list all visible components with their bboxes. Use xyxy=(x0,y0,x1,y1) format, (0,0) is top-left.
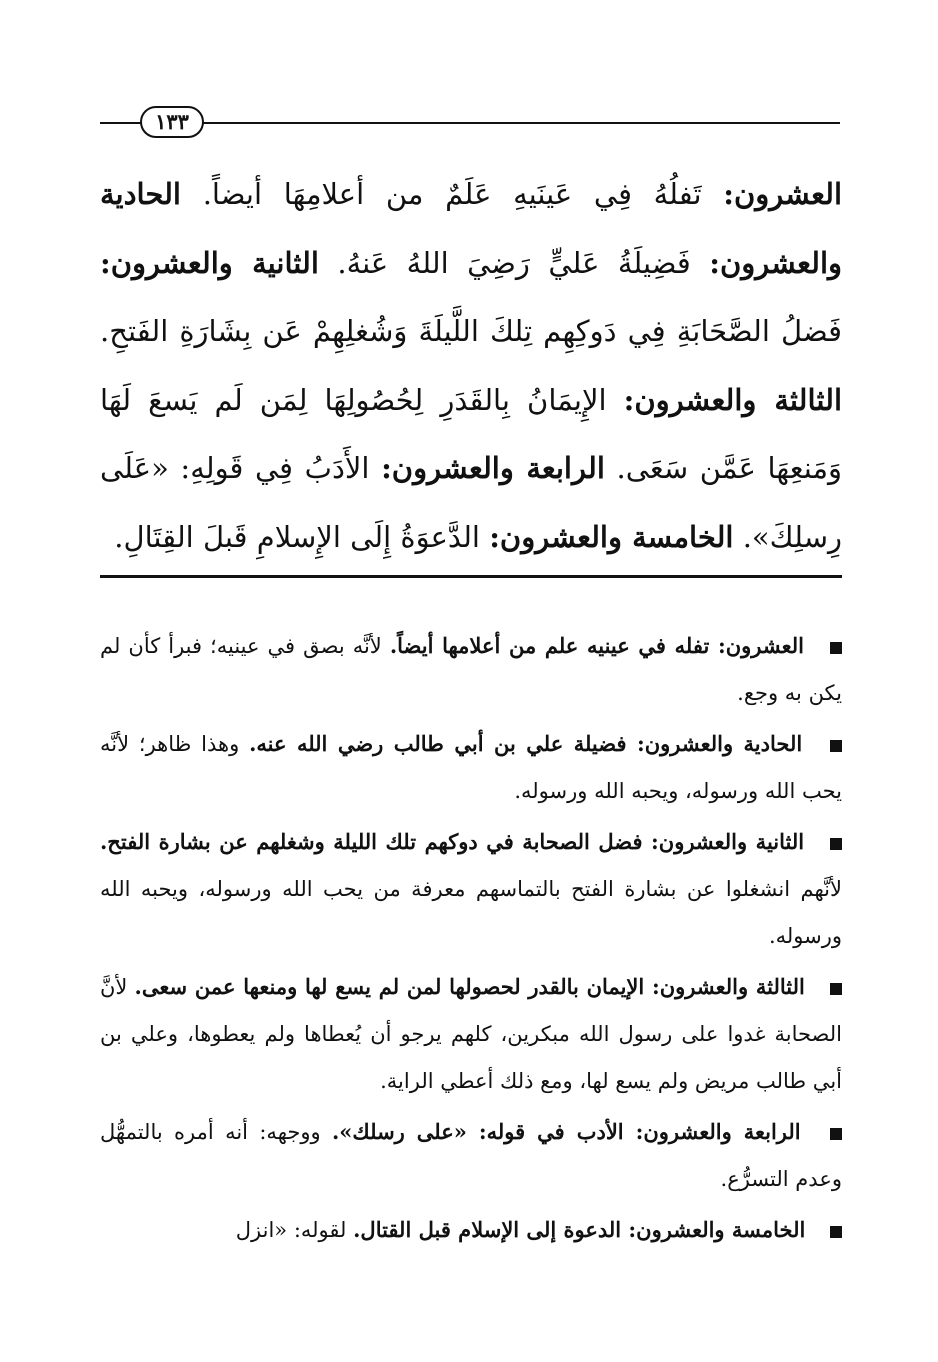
lesson-heading-24: الرابعة والعشرون: xyxy=(381,451,605,485)
commentary-text: ووجهه: أنه أمره بالتمهُّل وعدم التسرُّع. xyxy=(100,1120,842,1191)
commentary xyxy=(100,622,842,1257)
commentary-text: لأنَّه بصق في عينيه؛ فبرأ كأن لم يكن به وجع. xyxy=(100,634,842,705)
commentary-item xyxy=(100,1108,842,1203)
commentary-text: لأنَّ الصحابة غدوا على رسول الله مبكرين، كلهم يرجو أن يُعطاها ولم يعطوها، وعلي بن أبي طالب مريض ولم يسع لها، ومع ذلك أعطي الراية. xyxy=(100,975,842,1093)
lesson-text-25: الدَّعوَةُ إِلَى الإِسلامِ قَبلَ القِتَالِ. xyxy=(114,519,480,554)
commentary-heading: العشرون: تفله في عينيه علم من أعلامها أيضاً. xyxy=(389,633,804,658)
commentary-item xyxy=(100,720,842,815)
square-bullet-icon xyxy=(830,983,842,995)
square-bullet-icon xyxy=(830,838,842,850)
commentary-item xyxy=(100,818,842,960)
lesson-heading-20: العشرون: xyxy=(723,177,843,211)
section-separator xyxy=(100,575,842,578)
commentary-heading: الثالثة والعشرون: الإيمان بالقدر لحصولها لمن لم يسع لها ومنعها عمن سعى. xyxy=(134,974,805,999)
commentary-text: لأنَّهم انشغلوا عن بشارة الفتح بالتماسهم معرفة من يحب الله ورسوله، ويحبه الله ورسوله. xyxy=(100,877,842,948)
lesson-text-24: الأَدَبُ فِي قَولِهِ: «عَلَى رِسلِكَ». xyxy=(100,451,842,554)
square-bullet-icon xyxy=(830,740,842,752)
commentary-text: لقوله: «انزل xyxy=(235,1218,347,1242)
lesson-text-23: الإِيمَانُ بِالقَدَرِ لِحُصُولِهَا لِمَن لَم يَسعَ لَهَا وَمَنعِهَا عَمَّن سَعَى. xyxy=(100,382,843,485)
commentary-text: وهذا ظاهر؛ لأنَّه يحب الله ورسوله، ويحبه الله ورسوله. xyxy=(100,732,842,803)
square-bullet-icon xyxy=(830,1226,842,1238)
commentary-heading: الحادية والعشرون: فضيلة علي بن أبي طالب رضي الله عنه. xyxy=(249,731,803,756)
commentary-item xyxy=(100,622,842,717)
lesson-heading-21: الحادية والعشرون: xyxy=(100,177,843,280)
commentary-item xyxy=(100,1206,842,1254)
square-bullet-icon xyxy=(830,642,842,654)
commentary-heading: الرابعة والعشرون: الأدب في قوله: «على رسلك». xyxy=(332,1119,801,1144)
main-text xyxy=(100,160,842,571)
lesson-heading-23: الثالثة والعشرون: xyxy=(623,382,843,417)
square-bullet-icon xyxy=(830,1128,842,1140)
lesson-heading-25: الخامسة والعشرون: xyxy=(489,519,734,554)
commentary-heading: الثانية والعشرون: فضل الصحابة في دوكهم تلك الليلة وشغلهم عن بشارة الفتح. xyxy=(100,829,805,854)
commentary-heading: الخامسة والعشرون: الدعوة إلى الإسلام قبل القتال. xyxy=(353,1217,806,1242)
header-rule xyxy=(100,122,840,124)
lesson-text-21: فَضِيلَةُ عَليٍّ رَضِيَ اللهُ عَنهُ. xyxy=(337,245,691,280)
commentary-item xyxy=(100,963,842,1105)
page-header xyxy=(100,104,840,138)
lesson-text-22: فَضلُ الصَّحَابَةِ فِي دَوكِهِم تِلكَ اللَّيلَةَ وَشُغلِهِمْ عَن بِشَارَةِ الفَتحِ. xyxy=(100,314,842,348)
lesson-text-20: تَفلُهُ فِي عَينَيهِ عَلَمٌ من أعلامِهَا أيضاً. xyxy=(202,177,702,211)
lesson-heading-22: الثانية والعشرون: xyxy=(100,245,319,280)
page-number: ١٣٣ xyxy=(140,106,204,138)
